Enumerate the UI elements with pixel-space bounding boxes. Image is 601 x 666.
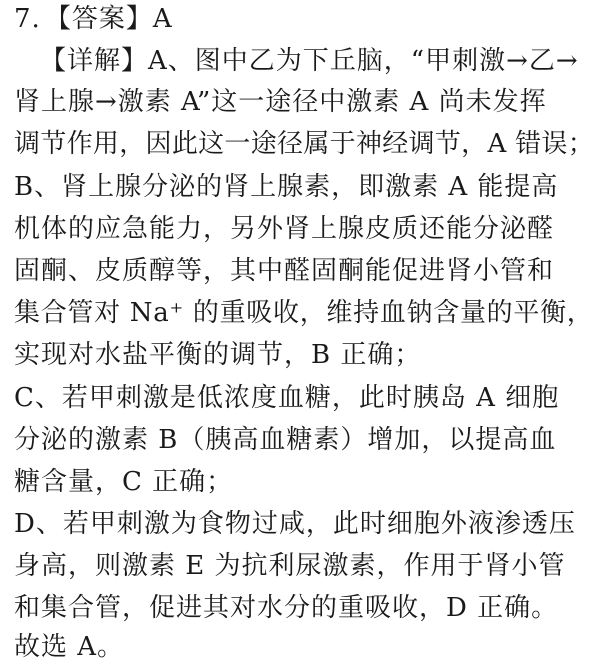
explanation-line: 固酮、皮质醇等，其中醛固酮能促进肾小管和 [14, 256, 555, 286]
explanation-line: C、若甲刺激是低浓度血糖，此时胰岛 A 细胞 [14, 383, 560, 413]
explanation-line: 实现对水盐平衡的调节，B 正确； [14, 340, 422, 370]
conclusion-line: 故选 A。 [14, 632, 125, 662]
explanation-line: 分泌的激素 B（胰高血糖素）增加，以提高血 [14, 425, 557, 455]
explanation-line: 调节作用，因此这一途径属于神经调节，A 错误； [14, 129, 595, 159]
explanation-line: D、若甲刺激为食物过咸，此时细胞外液渗透压 [14, 509, 576, 539]
explanation-line: 【详解】A、图中乙为下丘脑，“甲刺激→乙→ [40, 46, 579, 76]
explanation-line: 和集合管，促进其对水分的重吸收，D 正确。 [14, 593, 559, 623]
answer-header [14, 2, 173, 36]
explanation-line: 糖含量，C 正确； [14, 467, 234, 497]
explanation-line: 集合管对 Na⁺ 的重吸收，维持血钠含量的平衡， [14, 298, 594, 328]
explanation-line: 机体的应急能力，另外肾上腺皮质还能分泌醛 [14, 214, 555, 244]
explanation-line: 身高，则激素 E 为抗利尿激素，作用于肾小管 [14, 551, 566, 581]
question-number: 7. [14, 4, 41, 34]
explanation-line: B、肾上腺分泌的肾上腺素，即激素 A 能提高 [14, 172, 559, 202]
answer-label: 【答案】A [44, 4, 173, 34]
explanation-line: 肾上腺→激素 A”这一途径中激素 A 尚未发挥 [14, 87, 547, 117]
